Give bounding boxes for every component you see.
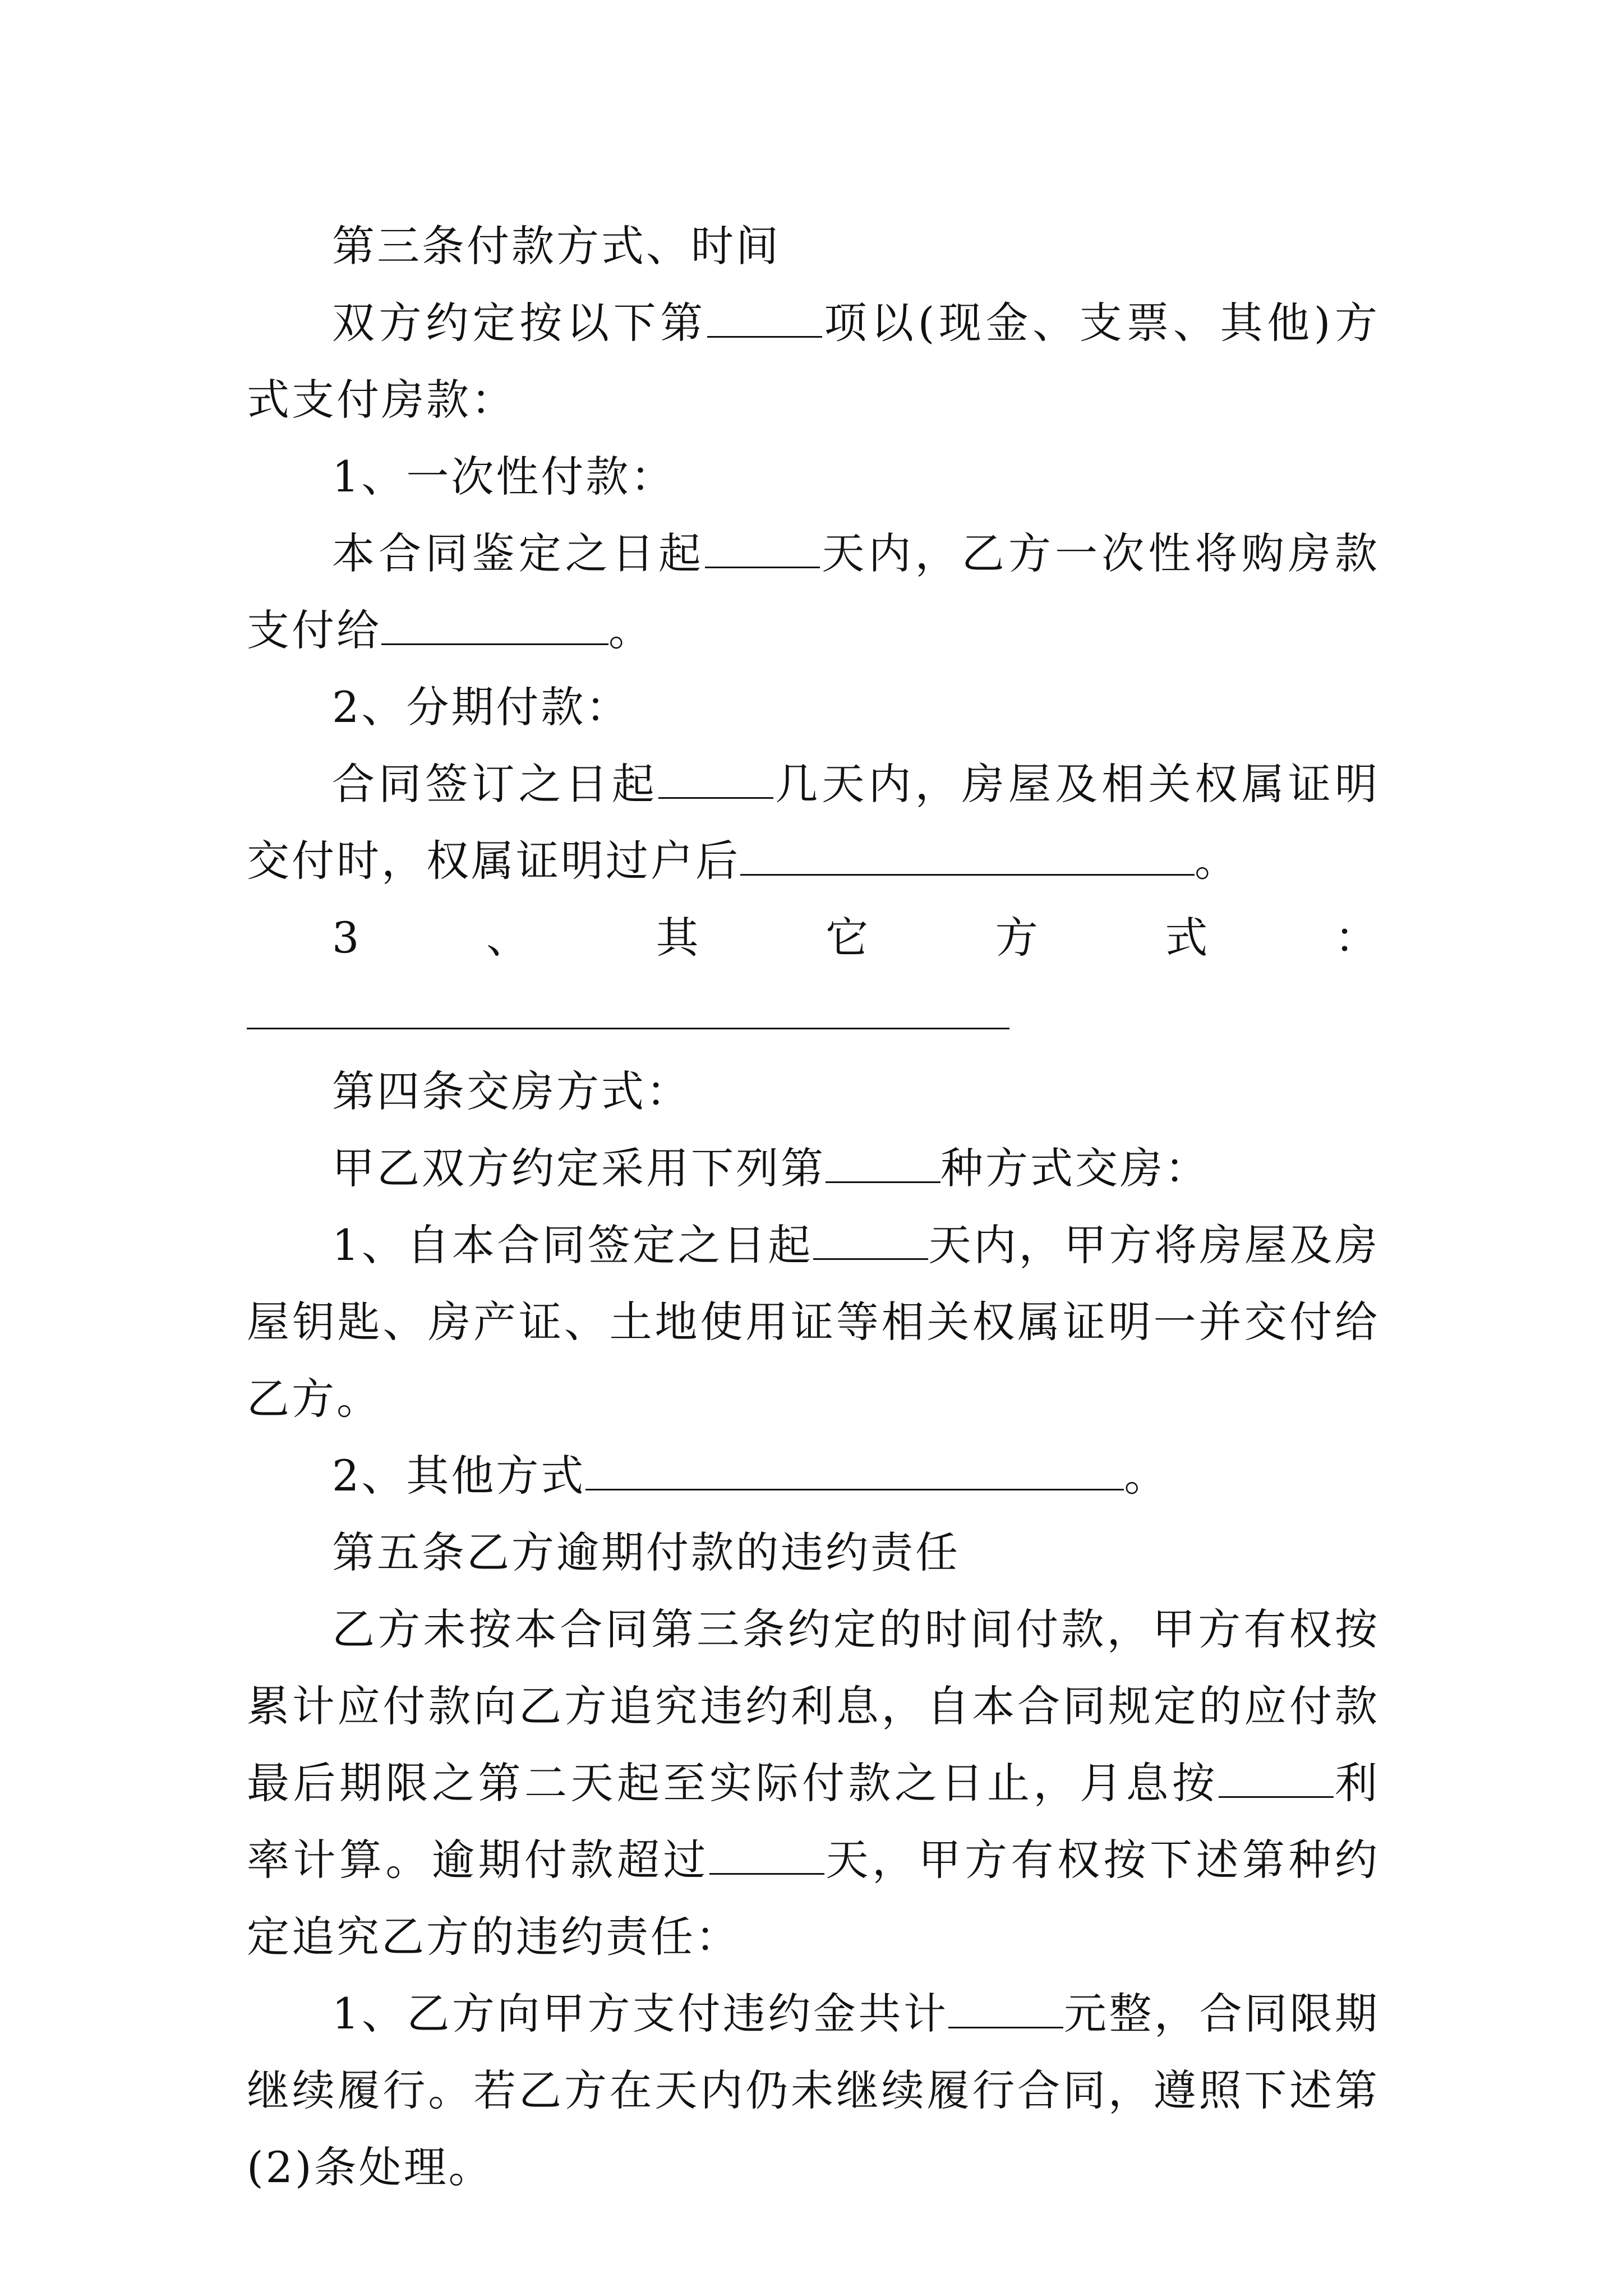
late-payment-clause: 乙方未按本合同第三条约定的时间付款，甲方有权按累计应付款向乙方追究违约利息，自本合同规定的应付款最后期限之第二天起至实际付款之日止，月息按 利率计算。逾期付款超过 天，甲方有权按下述第种约定追究乙方的违约责任： — [247, 1604, 1380, 1962]
article-4-heading: 第四条交房方式： — [332, 1066, 691, 1116]
fill-blank[interactable] — [813, 1208, 928, 1260]
penalty-clause-1: 1、乙方向甲方支付违约金共计 元整，合同限期继续履行。若乙方在天内仍未继续履行合同，遵照下述第(2)条处理。 — [247, 1975, 1380, 2206]
payment-method-clause: 双方约定按以下第 项以(现金、支票、其他)方式支付房款： — [247, 284, 1380, 438]
lump-sum-heading: 1、一次性付款： — [332, 452, 676, 501]
fill-blank[interactable] — [707, 286, 822, 338]
fill-blank[interactable] — [705, 516, 820, 568]
fill-blank[interactable] — [740, 823, 1195, 876]
fill-blank[interactable] — [381, 593, 608, 645]
contract-body — [247, 208, 1380, 2206]
lump-sum-clause: 本合同鉴定之日起 天内，乙方一次性将购房款支付给 。 — [247, 515, 1380, 669]
article-3-heading: 第三条付款方式、时间 — [332, 221, 781, 271]
fill-blank[interactable] — [658, 747, 773, 799]
installment-clause: 合同签订之日起 几天内，房屋及相关权属证明交付时，权属证明过户后 。 — [247, 746, 1380, 899]
article-5-heading: 第五条乙方逾期付款的违约责任 — [332, 1527, 960, 1577]
fill-blank[interactable] — [948, 1976, 1063, 2028]
fill-blank[interactable] — [247, 977, 1009, 1029]
fill-blank[interactable] — [1219, 1746, 1334, 1798]
installment-heading: 2、分期付款： — [332, 682, 631, 732]
delivery-option-1: 1、自本合同签定之日起 天内，甲方将房屋及房屋钥匙、房产证、土地使用证等相关权属证明一并交付给乙方。 — [247, 1207, 1380, 1437]
fill-blank[interactable] — [709, 1823, 824, 1875]
delivery-option-2: 2、其他方式 。 — [247, 1437, 1380, 1514]
fill-blank[interactable] — [826, 1131, 940, 1183]
fill-blank[interactable] — [585, 1438, 1124, 1490]
delivery-method-clause: 甲乙双方约定采用下列第 种方式交房： — [247, 1130, 1380, 1207]
other-payment-clause: 3、其它方式： — [247, 899, 1380, 1053]
